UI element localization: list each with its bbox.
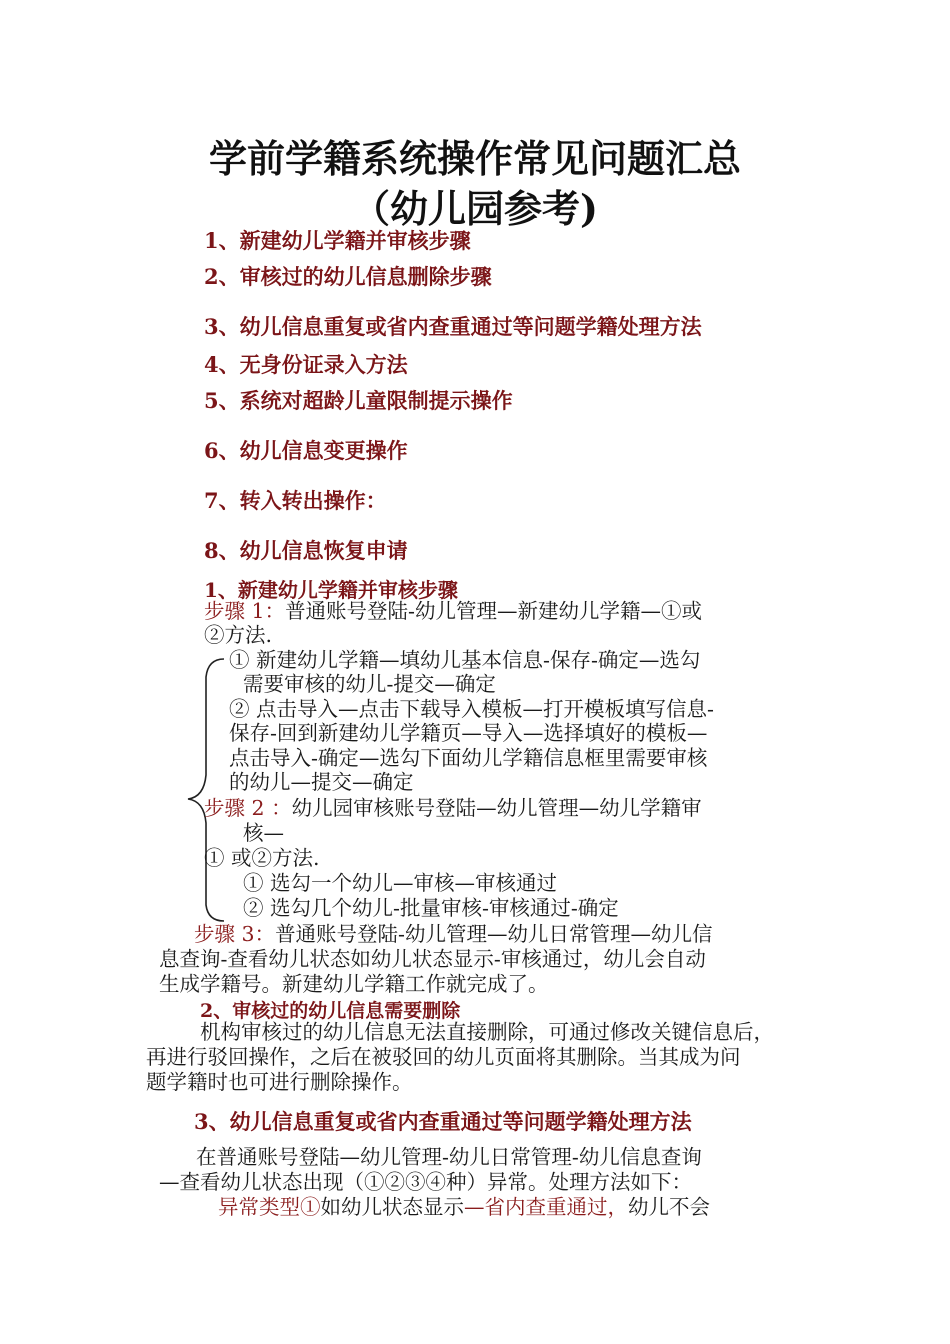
- abnormal-type-status: —省内查重通过，: [464, 1195, 628, 1219]
- step-1-text-cont: ②方法.: [204, 623, 273, 647]
- toc-item-5: 5、系统对超龄儿童限制提示操作: [204, 388, 513, 413]
- abnormal-type-text-2: 幼儿不会: [628, 1195, 710, 1219]
- step-2-text-cont: 核—: [243, 821, 284, 845]
- step-3-text-line-2: 息查询-查看幼儿状态如幼儿状态显示-审核通过，幼儿会自动: [159, 947, 706, 971]
- option-2-line-2: 保存-回到新建幼儿学籍页—导入—选择填好的模板—: [229, 721, 708, 745]
- step-2-methods: ① 或②方法.: [204, 846, 320, 870]
- step-1-line: [204, 599, 702, 624]
- toc-item-3: 3、幼儿信息重复或省内查重通过等问题学籍处理方法: [204, 314, 702, 339]
- abnormal-type-label: 异常类型①: [218, 1195, 321, 1219]
- document-title: 学前学籍系统操作常见问题汇总: [208, 136, 741, 181]
- abnormal-type-1-line: [218, 1195, 710, 1220]
- step-3-text-line-3: 生成学籍号。新建幼儿学籍工作就完成了。: [159, 972, 549, 996]
- toc-item-4: 4、无身份证录入方法: [204, 352, 408, 377]
- step-1-text: 普通账号登陆-幼儿管理—新建幼儿学籍—①或: [285, 599, 702, 623]
- step-2-line: [204, 796, 702, 821]
- document-subtitle: （幼儿园参考): [352, 186, 598, 231]
- step-2-option-1: ① 选勾一个幼儿—审核—审核通过: [243, 871, 558, 895]
- option-2-line-4: 的幼儿—提交—确定: [229, 770, 414, 794]
- step-3-label: 步骤 3：: [194, 922, 276, 946]
- section-2-heading: 2、审核过的幼儿信息需要删除: [200, 1000, 461, 1022]
- toc-item-6: 6、幼儿信息变更操作: [204, 438, 408, 463]
- option-2-line-3: 点击导入-确定—选勾下面幼儿学籍信息框里需要审核: [229, 746, 708, 770]
- step-2-text: 幼儿园审核账号登陆—幼儿管理—幼儿学籍审: [291, 796, 702, 820]
- option-1-line-2: 需要审核的幼儿-提交—确定: [243, 672, 496, 696]
- step-3-text: 普通账号登陆-幼儿管理—幼儿日常管理—幼儿信: [275, 922, 713, 946]
- step-1-label: 步骤 1：: [204, 599, 286, 623]
- toc-item-1: 1、新建幼儿学籍并审核步骤: [204, 228, 471, 253]
- toc-item-2: 2、审核过的幼儿信息删除步骤: [204, 264, 492, 289]
- toc-item-7: 7、转入转出操作：: [204, 488, 387, 513]
- section-3-line-1: 在普通账号登陆—幼儿管理-幼儿日常管理-幼儿信息查询: [196, 1145, 702, 1169]
- section-2-line-1: 机构审核过的幼儿信息无法直接删除，可通过修改关键信息后，: [200, 1020, 774, 1044]
- step-2-label: 步骤 2 ：: [204, 796, 292, 820]
- step-2-option-2: ② 选勾几个幼儿-批量审核-审核通过-确定: [243, 896, 619, 920]
- toc-item-8: 8、幼儿信息恢复申请: [204, 538, 408, 563]
- section-2-line-2: 再进行驳回操作，之后在被驳回的幼儿页面将其删除。当其成为问: [146, 1045, 741, 1069]
- section-3-line-2: —查看幼儿状态出现（①②③④种）异常。处理方法如下：: [159, 1170, 692, 1194]
- option-2-line-1: ② 点击导入—点击下载导入模板—打开模板填写信息-: [229, 697, 714, 721]
- abnormal-type-text: 如幼儿状态显示: [320, 1195, 464, 1219]
- step-3-line: [194, 922, 713, 947]
- section-1-heading: 1、新建幼儿学籍并审核步骤: [204, 578, 458, 602]
- curly-brace-icon: [184, 655, 228, 925]
- section-2-line-3: 题学籍时也可进行删除操作。: [146, 1070, 413, 1094]
- section-3-heading: 3、幼儿信息重复或省内查重通过等问题学籍处理方法: [194, 1109, 692, 1134]
- option-1-line-1: ① 新建幼儿学籍—填幼儿基本信息-保存-确定—选勾: [229, 648, 701, 672]
